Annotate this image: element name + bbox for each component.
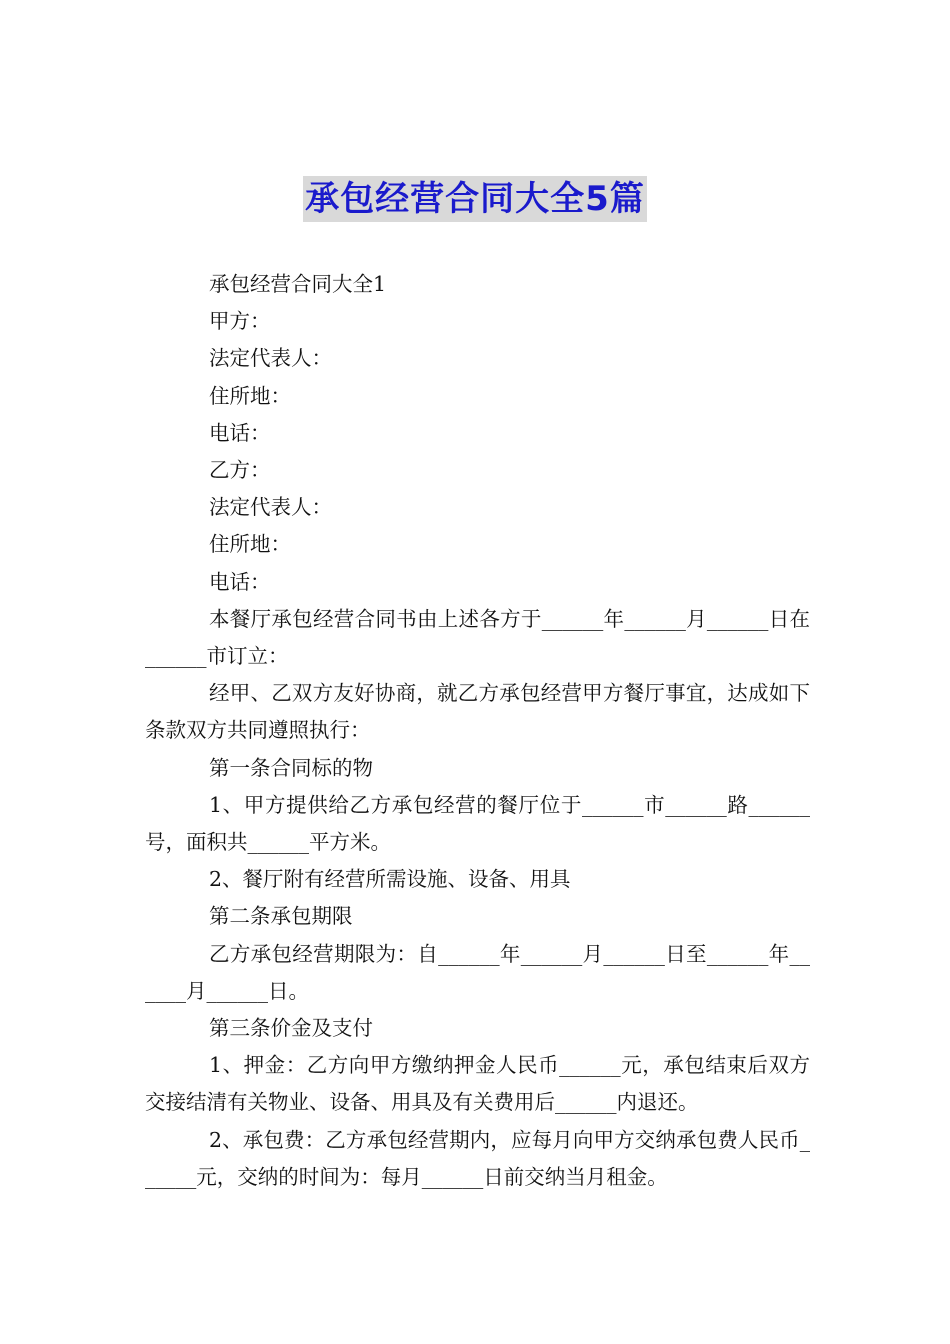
section-heading: 第三条价金及支付	[209, 1016, 373, 1041]
document-title: 承包经营合同大全5篇	[303, 176, 647, 222]
paragraph: 1、押金：乙方向甲方缴纳押金人民币______元，承包结束后双方交接结清有关物业、设备、用具及有关费用后______内退还。	[145, 1053, 810, 1115]
document-body	[145, 266, 810, 1196]
paragraph: 经甲、乙双方友好协商，就乙方承包经营甲方餐厅事宜，达成如下条款双方共同遵照执行：	[145, 681, 810, 743]
paragraph: 本餐厅承包经营合同书由上述各方于______年______月______日在______市订立：	[145, 606, 810, 669]
paragraph: 2、餐厅附有经营所需设施、设备、用具	[209, 867, 571, 892]
paragraph: 电话：	[209, 569, 271, 594]
section-heading: 第一条合同标的物	[209, 755, 373, 780]
paragraph: 承包经营合同大全1	[209, 272, 387, 296]
paragraph: 乙方：	[209, 458, 271, 483]
section-heading: 第二条承包期限	[209, 904, 353, 929]
paragraph: 2、承包费：乙方承包经营期内，应每月向甲方交纳承包费人民币______元，交纳的时间为：每月______日前交纳当月租金。	[145, 1127, 810, 1189]
paragraph: 1、甲方提供给乙方承包经营的餐厅位于______市______路______号，面积共______平方米。	[145, 792, 810, 855]
paragraph: 甲方：	[209, 309, 271, 334]
paragraph: 法定代表人：	[209, 495, 332, 520]
paragraph: 住所地：	[209, 532, 291, 557]
paragraph: 法定代表人：	[209, 346, 332, 371]
paragraph: 住所地：	[209, 383, 291, 408]
title-wrap	[0, 176, 950, 222]
paragraph: 乙方承包经营期限为：自______年______月______日至______年______月______日。	[145, 941, 810, 1003]
paragraph: 电话：	[209, 420, 271, 445]
